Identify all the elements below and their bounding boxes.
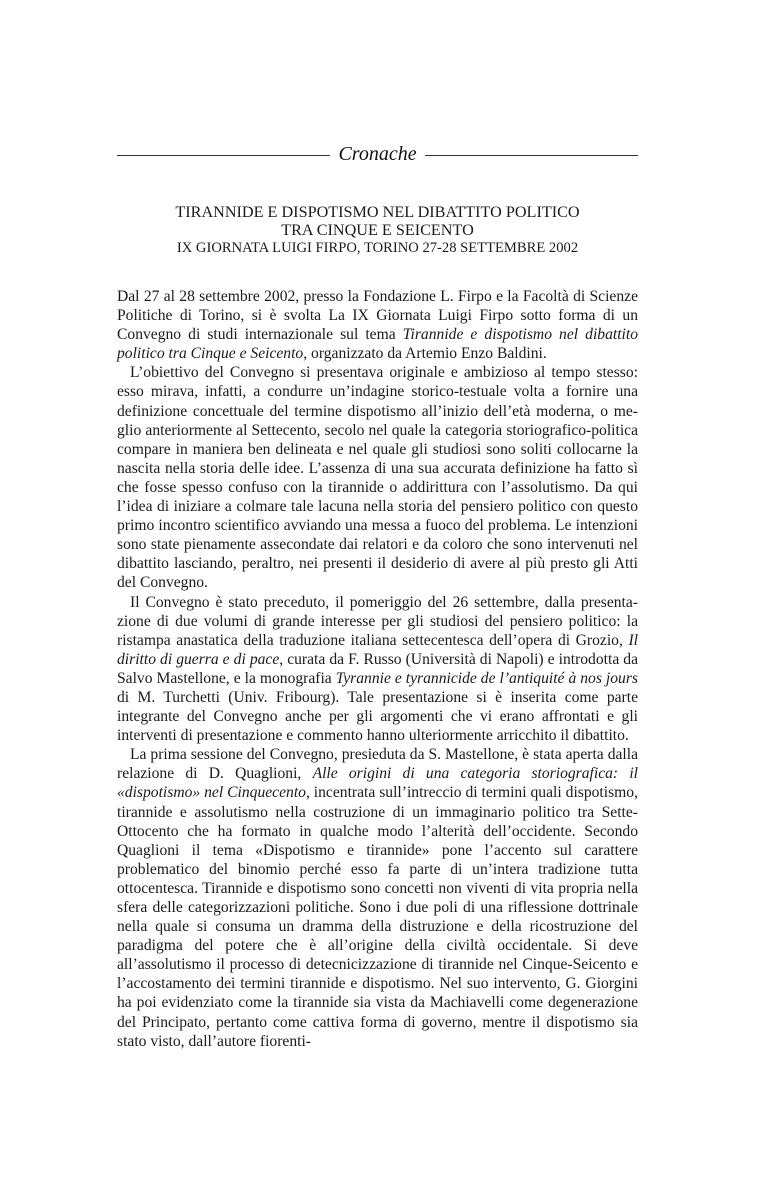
paragraph-1-text-a: Dal 27 al 28 settembre 2002, presso la Fondazione L. Firpo e la Facoltà di Scienze Politiche di Torino, si è svolta La IX Giornata Luigi Firpo sotto forma di un Convegno di studi internazionale sul tema: [117, 288, 638, 344]
paragraph-4: [117, 745, 638, 1051]
book-title-turchetti: Tyrannie e tyrannicide de l’antiquité à nos jours: [335, 669, 638, 687]
paragraph-4-text-b: , incentrata sull’intreccio di termini quali dispotismo, tirannide e assolutismo nella costruzione di un immaginario politico tra Sette-Ottocento che ha formato in qualche modo l’alterità dell’occidente. Secondo Quaglioni il tema «Dispotismo e tirannide» pone l’accento sul carattere problematico del binomio perché esso fa parte di un’intera tradizione tutta ottocentesca. Tirannide e dispotismo sono concetti non viventi di vita propria nella sfera delle categorizzazioni politiche. Sono i due poli di una riflessione dottrinale nella quale si consuma un dramma della distruzione e della ricostruzione del paradigma del potere che è all’origine della civiltà occidentale. Si deve all’assolutismo il processo di detecnicizzazione di tirannide nel Cinque-Seicento e l’accostamento dei termini tirannide e dispotismo. Nel suo intervento, G. Giorgini ha poi evidenziato come la tirannide sia vista da Machiavelli come degenerazione del Principato, pertanto come cattiva forma di governo, mentre il dispotismo sia stato visto, dall’autore fiorenti-: [117, 784, 638, 1050]
title-line-1: TIRANNIDE E DISPOTISMO NEL DIBATTITO POLITICO: [175, 203, 580, 221]
paragraph-1: [117, 287, 638, 363]
header-rule-left: [117, 155, 330, 156]
paragraph-3-text-a: Il Convegno è stato preceduto, il pomeriggio del 26 settembre, dalla presentazione di due volumi di grande interesse per gli studiosi del pensiero politico: la ristampa anastatica della traduzione italiana settecentesca dell’opera di Grozio,: [117, 593, 638, 649]
article-title: [117, 203, 638, 257]
section-label: Cronache: [338, 143, 417, 165]
title-line-2: TRA CINQUE E SEICENTO: [281, 221, 474, 239]
running-head: [117, 140, 638, 168]
paragraph-2: L’obiettivo del Convegno si presentava originale e ambizioso al tempo stesso: esso mirava, infatti, a condurre un’indagine storico-testuale volta a fornire una definizione concettuale del termine dispotismo all’inizio dell’età moderna, o meglio anteriormente al Settecento, secolo nel quale la categoria storiografico-politica compare in maniera ben delineata e nel quale gli studiosi sono soliti collocarne la nascita nella storia delle idee. L’assenza di una sua accurata definizione ha fatto sì che fosse spesso confuso con la tirannide o addirittura con l’assolutismo. Da qui l’idea di iniziare a colmare tale lacuna nella storia del pensiero politico con questo primo incontro scientifico avviando una messa a fuoco del problema. Le intenzioni sono state pienamente assecondate dai relatori e da coloro che sono intervenuti nel dibattito lasciando, peraltro, nei presenti il desiderio di avere al più presto gli Atti del Convegno.: [117, 364, 638, 592]
header-rule-right: [425, 155, 638, 156]
book-title-grozio: Il diritto di guerra e di pace: [117, 631, 638, 668]
article-body: [117, 287, 638, 1051]
paragraph-1-text-b: , organizzato da Artemio Enzo Baldini.: [303, 345, 547, 363]
paragraph-3-text-c: di M. Turchetti (Univ. Fribourg). Tale presentazione si è inserita come parte integrante del Convegno anche per gli argomenti che vi erano affrontati e gli interventi di presentazione e commento hanno ulteriormente arricchito il dibattito.: [117, 688, 638, 745]
title-line-3: IX GIORNATA LUIGI FIRPO, TORINO 27-28 SETTEMBRE 2002: [176, 240, 579, 256]
talk-title-quaglioni: Alle origini di una categoria storiografica: il «dispotismo» nel Cinquecento: [117, 765, 638, 802]
paragraph-4-text-a: La prima sessione del Convegno, presieduta da S. Mastellone, è stata aperta dalla relazione di D. Quaglioni,: [117, 746, 638, 783]
conference-title: Tirannide e dispotismo nel dibattito politico tra Cinque e Seicento: [117, 326, 638, 363]
paragraph-3-text-b: , curata da F. Russo (Università di Napoli) e introdotta da Salvo Mastellone, e la monografia: [117, 650, 638, 687]
paragraph-3: [117, 593, 638, 746]
